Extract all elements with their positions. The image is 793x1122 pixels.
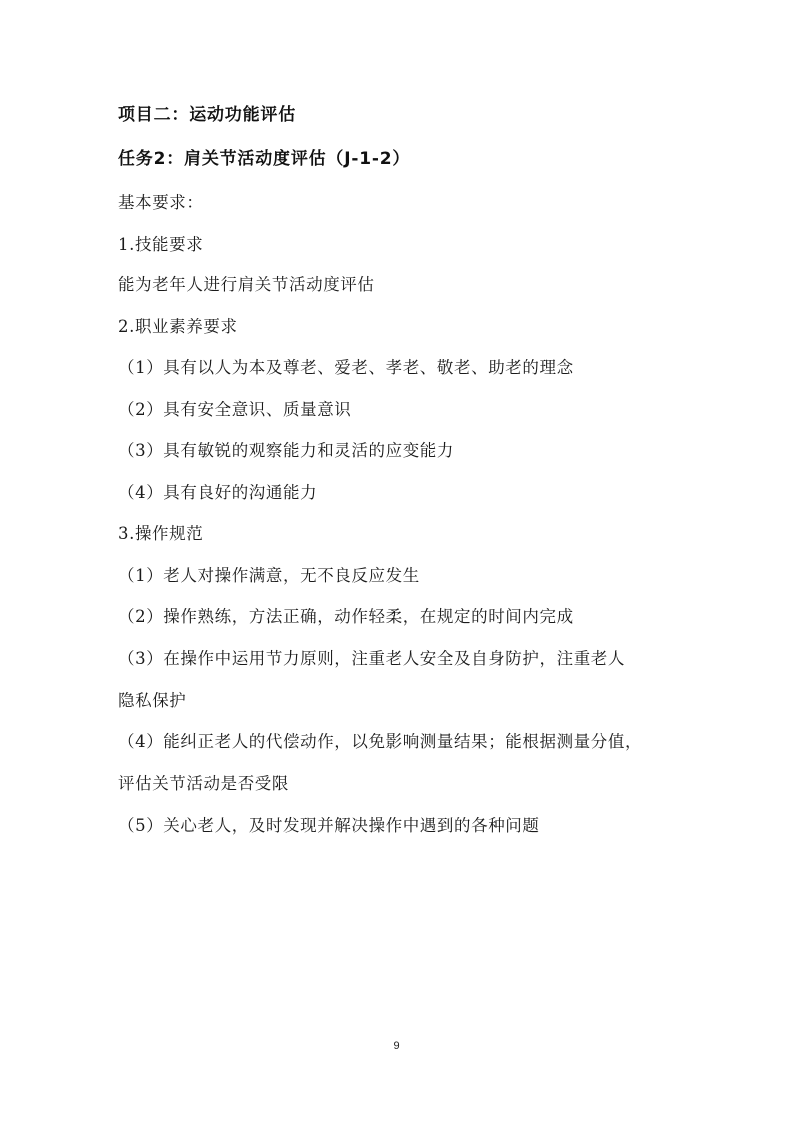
operation-item: （2）操作熟练，方法正确，动作轻柔，在规定的时间内完成: [118, 607, 574, 626]
professional-item: （1）具有以人为本及尊老、爱老、孝老、敬老、助老的理念: [118, 358, 574, 377]
operation-item-continuation: 隐私保护: [118, 691, 187, 710]
skill-text: 能为老年人进行肩关节活动度评估: [118, 275, 375, 294]
professional-item: （4）具有良好的沟通能力: [118, 483, 318, 502]
project-title: 项目二：运动功能评估: [118, 105, 296, 125]
basic-requirements-label: 基本要求：: [118, 193, 204, 212]
operation-item: （3）在操作中运用节力原则，注重老人安全及自身防护，注重老人: [118, 649, 625, 668]
operation-item-continuation: 评估关节活动是否受限: [118, 774, 289, 793]
operation-item: （1）老人对操作满意，无不良反应发生: [118, 566, 420, 585]
task-title: 任务2：肩关节活动度评估（J-1-2）: [118, 149, 411, 169]
skill-heading: 1.技能要求: [118, 235, 204, 254]
professional-heading: 2.职业素养要求: [118, 317, 238, 336]
operation-item: （5）关心老人，及时发现并解决操作中遇到的各种问题: [118, 816, 540, 835]
operation-heading: 3.操作规范: [118, 524, 204, 543]
page-number: 9: [393, 1040, 400, 1052]
operation-item: （4）能纠正老人的代偿动作，以免影响测量结果；能根据测量分值，: [118, 732, 643, 751]
professional-item: （2）具有安全意识、质量意识: [118, 400, 352, 419]
professional-item: （3）具有敏锐的观察能力和灵活的应变能力: [118, 441, 454, 460]
